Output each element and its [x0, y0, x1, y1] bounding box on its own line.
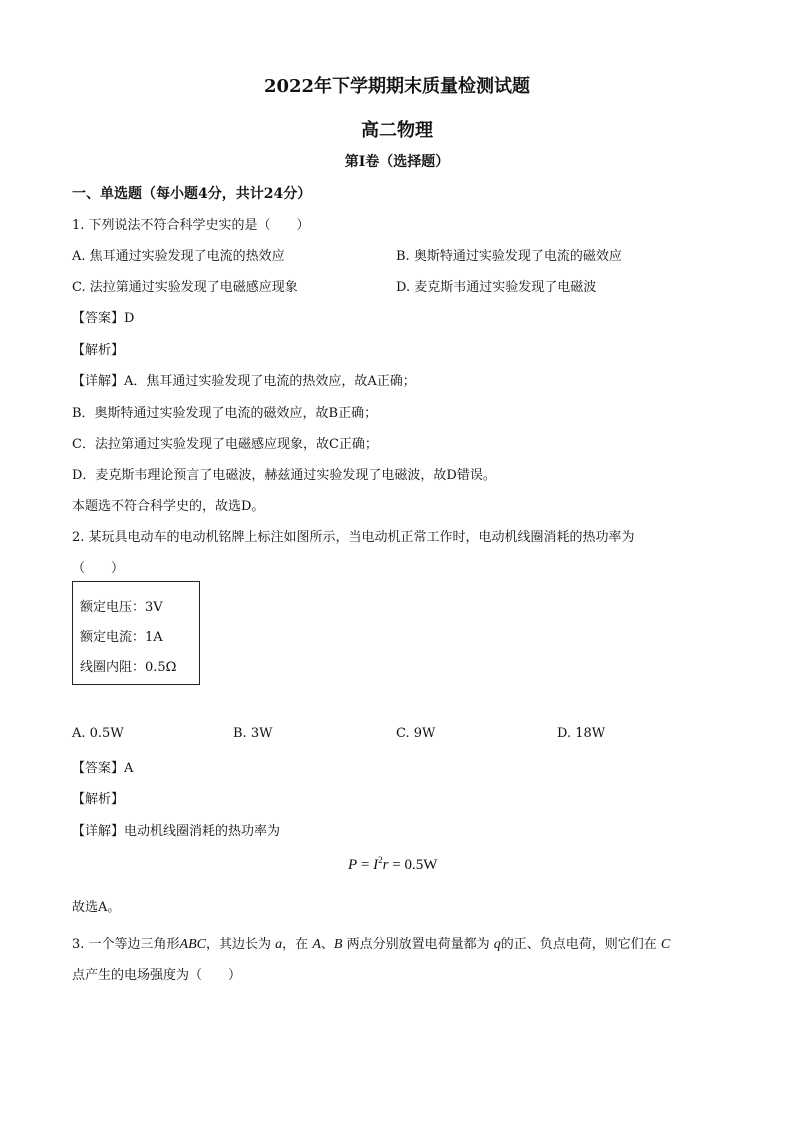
q1-conclusion: 本题选不符合科学史的，故选D。	[72, 499, 265, 514]
q2-option-a: A. 0.5W	[72, 726, 124, 741]
q3-var-B: B	[333, 937, 343, 952]
q1-option-b: B. 奥斯特通过实验发现了电流的磁效应	[396, 249, 622, 264]
power-formula: $P = I^2r = 0.5W$	[348, 855, 438, 873]
q1-detail-line: C．法拉第通过实验发现了电磁感应现象，故C正确；	[72, 437, 378, 452]
formula-rhs: = 0.5W	[388, 857, 438, 873]
volume-title: 第Ⅰ卷（选择题）	[344, 154, 450, 170]
q2-option-c: C. 9W	[396, 726, 436, 741]
q2-option-d: D. 18W	[557, 726, 606, 741]
q3-var-a: a	[275, 937, 283, 952]
q3-text: 两点分别放置电荷量都为	[346, 937, 490, 952]
q2-detail: 【详解】电动机线圈消耗的热功率为	[72, 824, 281, 839]
q1-detail-line: D．麦克斯韦理论预言了电磁波，赫兹通过实验发现了电磁波，故D错误。	[72, 468, 496, 483]
q2-stem-paren: （ ）	[72, 561, 125, 576]
q1-detail-line: 【详解】A．焦耳通过实验发现了电流的热效应，故A正确；	[72, 374, 416, 389]
q1-option-a: A. 焦耳通过实验发现了电流的热效应	[72, 249, 285, 264]
q1-answer: 【答案】D	[72, 311, 135, 326]
q2-conclusion: 故选A。	[72, 900, 121, 915]
section-heading: 一、单选题（每小题4分，共计24分）	[72, 186, 312, 202]
nameplate-current: 额定电流：1A	[80, 630, 163, 645]
subject-title: 高二物理	[361, 120, 433, 141]
q1-detail-line: B．奥斯特通过实验发现了电流的磁效应，故B正确；	[72, 406, 378, 421]
exam-title: 2022年下学期期末质量检测试题	[263, 76, 531, 97]
q3-text: 、	[320, 937, 334, 952]
q3-stem-line2: 点产生的电场强度为（ ）	[72, 968, 242, 983]
q2-stem: 2. 某玩具电动车的电动机铭牌上标注如图所示，当电动机正常工作时，电动机线圈消耗的热功率为	[72, 530, 635, 545]
q1-analysis-tag: 【解析】	[72, 343, 125, 358]
nameplate-resistance: 线圈内阻：0.5Ω	[80, 660, 177, 675]
q1-option-d: D. 麦克斯韦通过实验发现了电磁波	[396, 280, 597, 295]
q2-analysis-tag: 【解析】	[72, 792, 125, 807]
q3-text: 的正、负点电荷，则它们在	[500, 937, 657, 952]
q3-var-A: A	[312, 937, 321, 952]
q3-var-abc: ABC	[179, 937, 206, 952]
q3-var-q: q	[493, 937, 501, 952]
nameplate-voltage: 额定电压：3V	[80, 600, 163, 615]
q2-answer: 【答案】A	[72, 761, 134, 776]
q3-stem-line1	[72, 933, 670, 953]
q3-text: ，在	[282, 937, 309, 952]
q2-option-b: B. 3W	[233, 726, 273, 741]
q1-stem: 1. 下列说法不符合科学史实的是（ ）	[72, 218, 310, 233]
q3-text: 3. 一个等边三角形	[72, 937, 180, 952]
q3-text: ，其边长为	[206, 937, 272, 952]
q3-var-C: C	[660, 937, 671, 952]
motor-nameplate	[72, 581, 200, 685]
q1-option-c: C. 法拉第通过实验发现了电磁感应现象	[72, 280, 298, 295]
